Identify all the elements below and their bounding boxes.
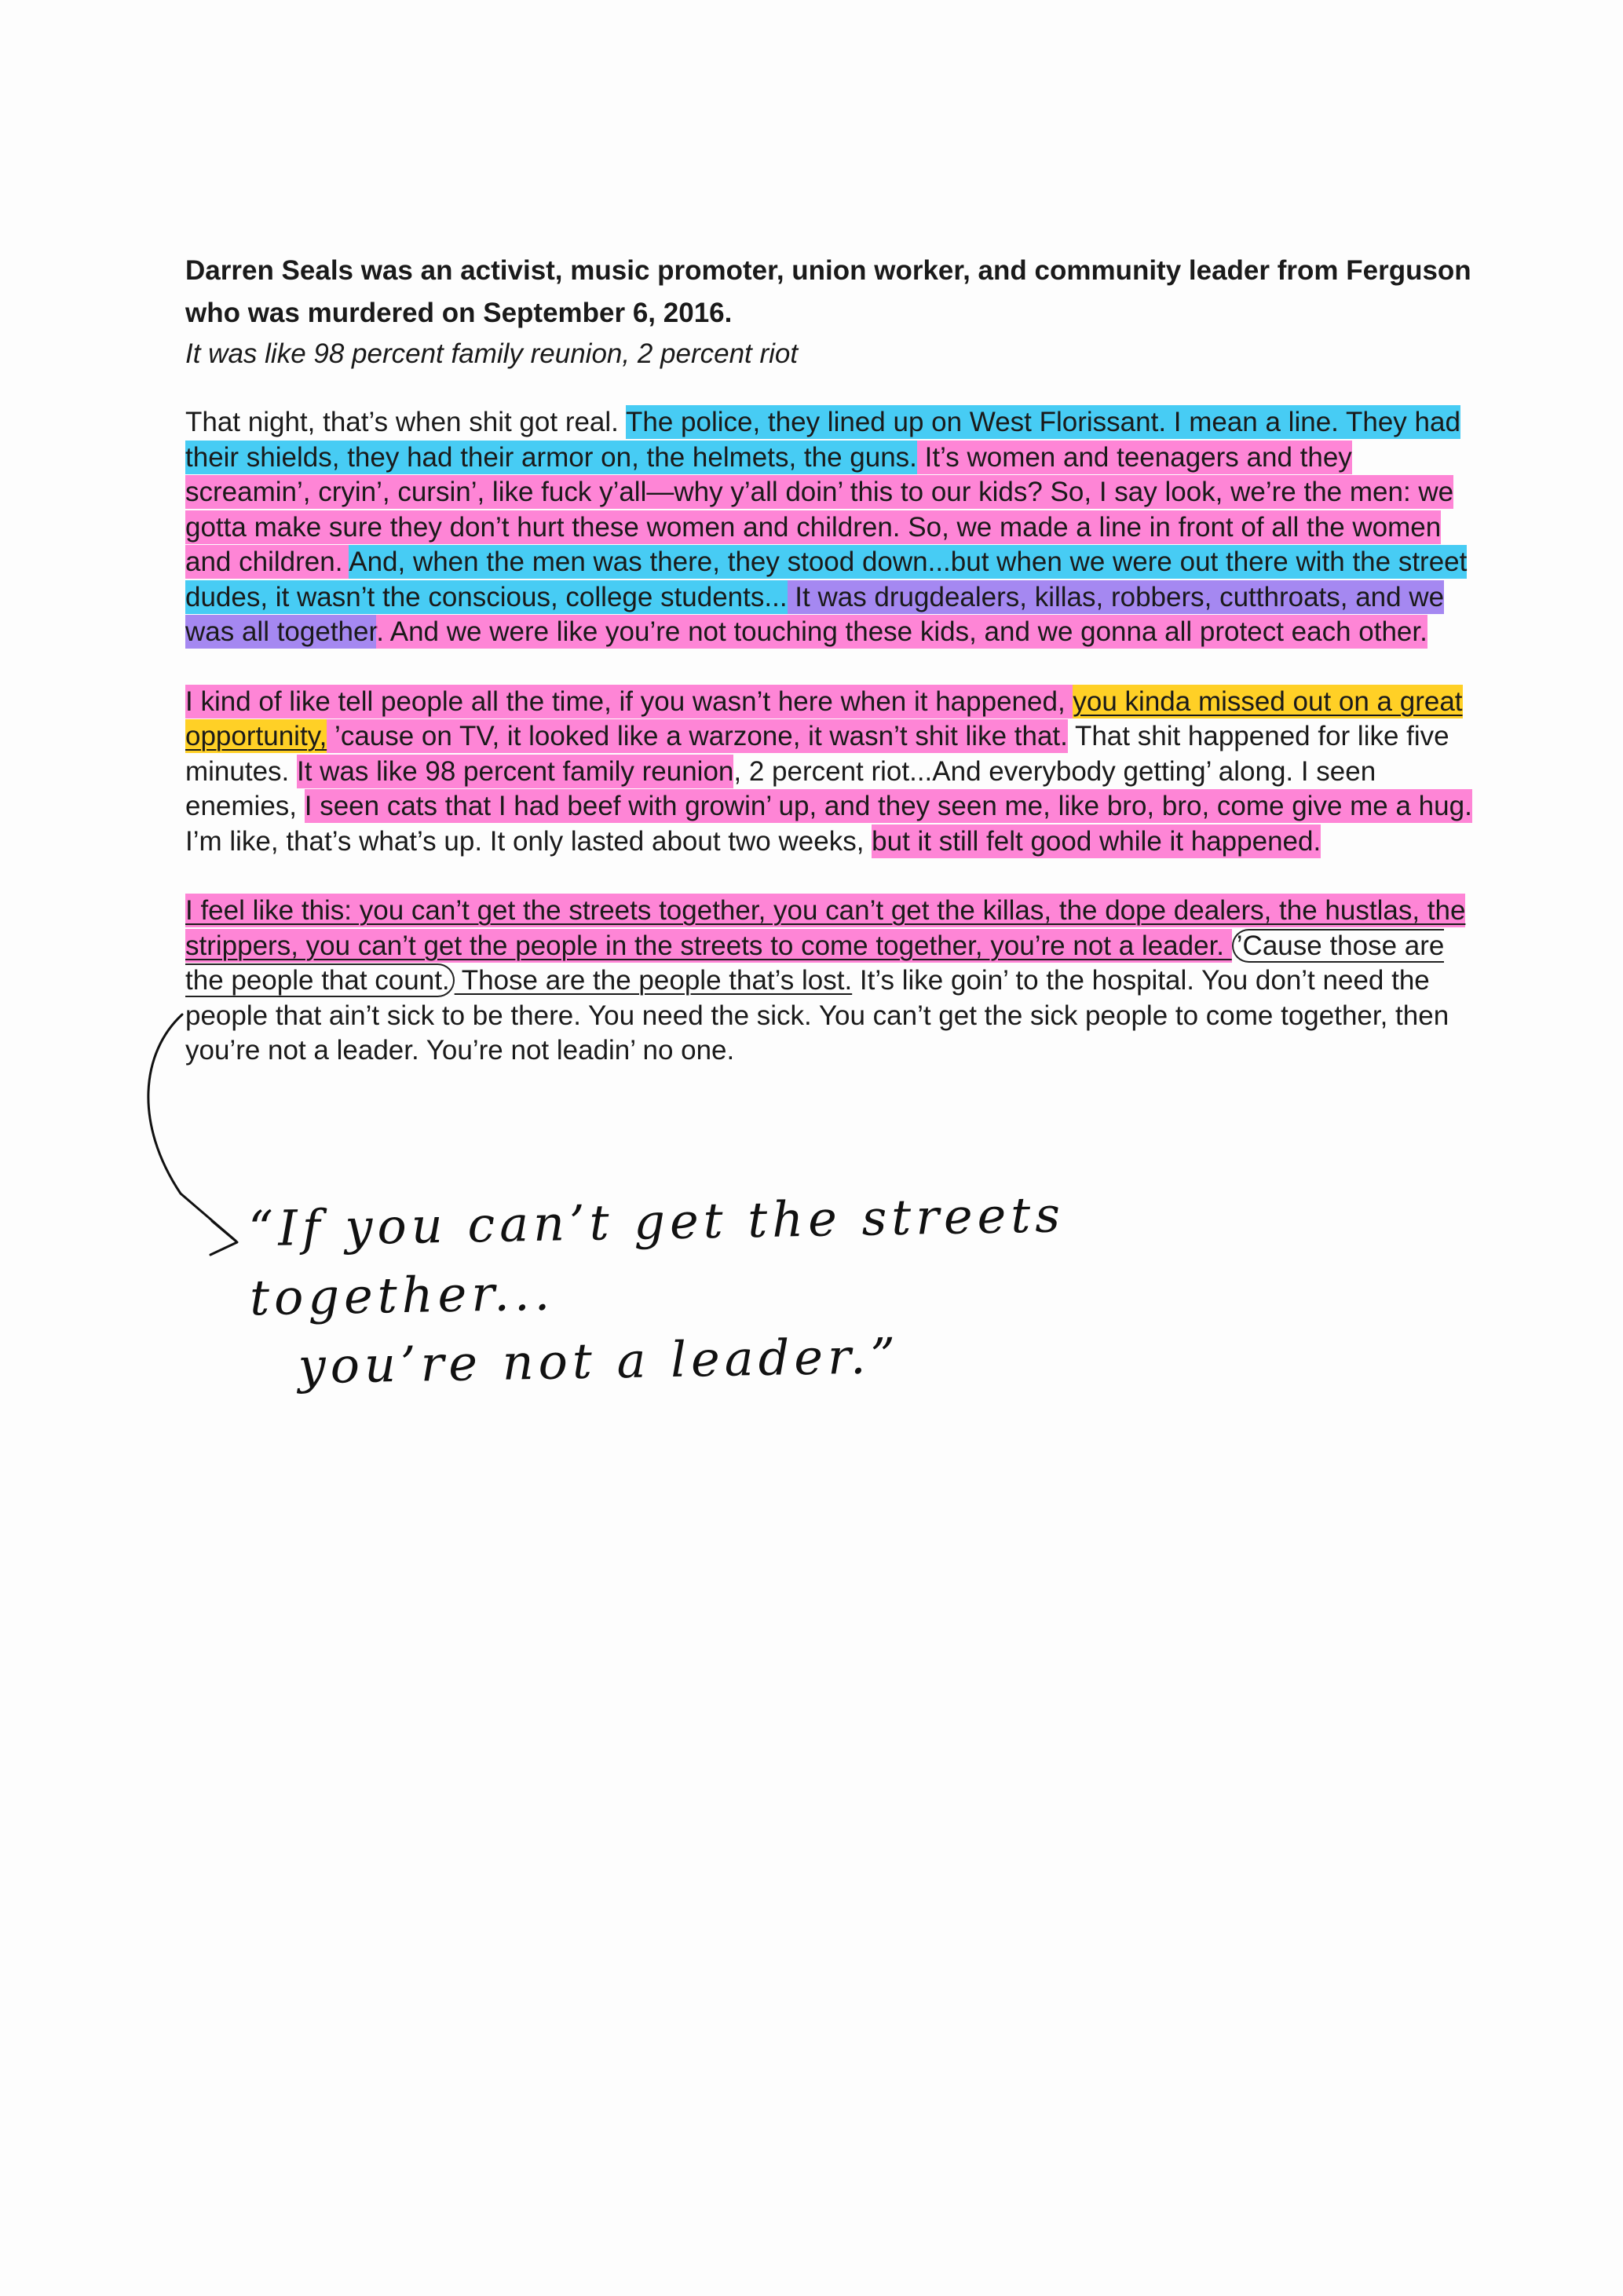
handwritten-line-2: you’re not a leader.”	[297, 1326, 901, 1395]
p1-highlight-blue-3: And, when the men was there, they stood down...but when we were out there with the street dudes, it wasn’t the conscious, college students...	[185, 547, 1468, 612]
p1-highlight-pink-2: . And we were like you’re not touching these kids, and we gonna all protect each other.	[376, 616, 1427, 647]
p3-underlined-phrase: Those are the people that’s lost.	[454, 965, 853, 996]
p2-highlight-pink-3: It was like 98 percent family reunion	[297, 755, 734, 787]
p1-highlight-blue-2: They had their shields, they had their armor on, the helmets, the guns.	[185, 407, 1460, 473]
document-body	[185, 250, 1473, 1103]
p2-text-2: , 2 percent riot...And everybody getting’ along. I seen enemies,	[185, 755, 1376, 821]
p2-highlight-pink-4: I seen cats that I had beef with growin’ up, and they seen me, like bro, bro, come give me a hug.	[304, 791, 1472, 821]
document-heading: Darren Seals was an activist, music promoter, union worker, and community leader from Ferguson who was murdered on September 6, 2016.	[185, 255, 1471, 328]
p2-text: That shit happened for like five minutes.	[185, 721, 1449, 787]
p2-highlight-pink-2: ’cause on TV, it looked like a warzone, it wasn’t shit like that.	[327, 721, 1068, 751]
p2-highlight-yellow: you kinda missed out on a great opportunity,	[185, 686, 1463, 751]
handwritten-line-1: “If you can’t get the streets together...	[247, 1186, 1066, 1327]
p2-text-3: I’m like, that’s what’s up. It only lasted about two weeks,	[185, 825, 872, 857]
p2-highlight-pink-5: but it still felt good while it happened.	[872, 825, 1321, 857]
paragraph-3	[185, 894, 1473, 1069]
p3-circled-phrase: ’Cause those are the people that count.	[185, 930, 1445, 996]
p1-highlight-purple: It was drugdealers, killas, robbers, cutthroats, and we was all together	[185, 581, 1445, 647]
handwritten-note	[248, 1177, 1272, 1402]
p1-highlight-pink: It’s women and teenagers and they screamin’, cryin’, cursin’, like fuck y’all—why y’all doin’ this to our kids? So, I say look, we’re the men: we gotta make sure they don’t hurt these women and children. So, we made a line in front of all the women and children.	[185, 441, 1454, 577]
p3-text: It’s like goin’ to the hospital. You don’t need the people that ain’t sick to be there. You need the sick. You can’t get the sick people to come together, then you’re not a leader. You’re not leadin’ no one.	[185, 965, 1449, 1066]
paragraph-1	[185, 405, 1473, 650]
p3-highlight-pink: I feel like this: you can’t get the streets together, you can’t get the killas, the dope dealers, the hustlas, the strippers, you can’t get the people in the streets to come together, you’re not a leader.	[185, 895, 1466, 961]
p1-highlight-blue: The police, they lined up on West Florissant. I mean a line.	[626, 407, 1339, 437]
paragraph-2	[185, 685, 1473, 860]
document-subtitle: It was like 98 percent family reunion, 2 percent riot	[185, 338, 799, 369]
p1-text: That night, that’s when shit got real.	[185, 407, 626, 437]
p2-highlight-pink: I kind of like tell people all the time, if you wasn’t here when it happened,	[185, 686, 1073, 717]
